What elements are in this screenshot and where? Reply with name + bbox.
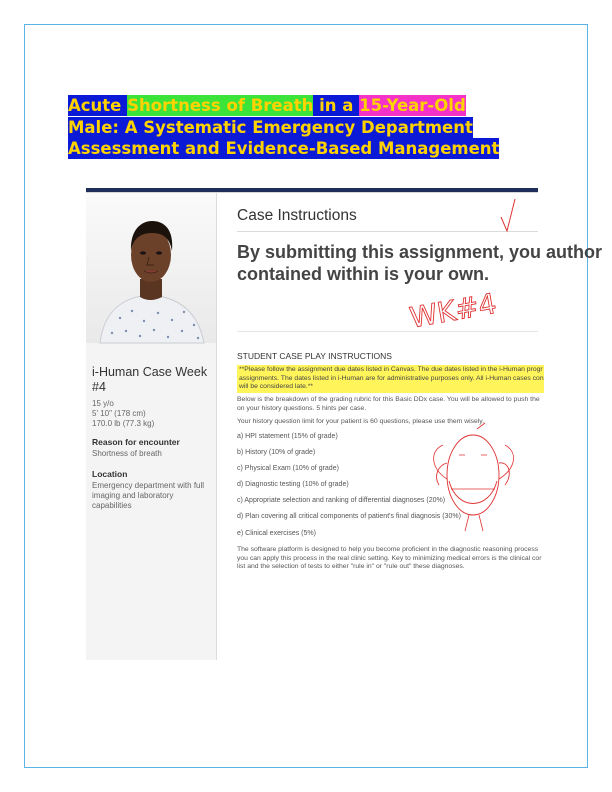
paragraph-line: list and the selection of tests to either "rule in" or "rule out" these diagnoses. xyxy=(237,563,465,570)
reason-label: Reason for encounter xyxy=(92,437,180,447)
rubric-item: c) Physical Exam (10% of grade) xyxy=(237,465,339,472)
patient-sidebar xyxy=(86,193,217,660)
instructions-subhead: STUDENT CASE PLAY INSTRUCTIONS xyxy=(237,351,392,361)
case-heading: Case Instructions xyxy=(237,207,357,224)
notice-line: **Please follow the assignment due dates listed in Canvas. The due dates listed in the i-Human progr xyxy=(239,366,543,373)
patient-age: 15 y/o xyxy=(92,399,114,408)
rubric-item: a) HPI statement (15% of grade) xyxy=(237,433,338,440)
patient-portrait-icon xyxy=(86,193,216,343)
paragraph-line: Below is the breakdown of the grading rubric for this Basic DDx case. You will be allowed to push the xyxy=(237,396,540,403)
reason-value: Shortness of breath xyxy=(92,449,162,458)
location-value: Emergency department with full imaging and laboratory capabilities xyxy=(92,481,205,510)
paragraph-line: The software platform is designed to help you become proficient in the diagnostic reasoning process xyxy=(237,546,539,553)
location-label: Location xyxy=(92,469,128,479)
title-segment-highlight: 15-Year-Old xyxy=(359,96,466,115)
rubric-item: c) Appropriate selection and ranking of differential diagnoses (20%) xyxy=(237,497,446,504)
title-segment-highlight: Shortness of Breath xyxy=(127,96,314,115)
statement-line: By submitting this assignment, you author xyxy=(237,242,603,262)
handwritten-annotations xyxy=(233,193,538,660)
notice-line: assignments. The dates listed in i-Human are for administrative purposes only. All i-Human cases con xyxy=(239,374,544,382)
case-content xyxy=(233,193,603,660)
title-segment: Male: A Systematic Emergency Department xyxy=(68,117,473,137)
statement-line: contained within is your own. xyxy=(237,264,490,284)
case-screenshot xyxy=(86,188,603,660)
document-title xyxy=(68,95,548,160)
question-limit: Your history question limit for your patient is 60 questions, please use them wisely. xyxy=(237,418,485,425)
paragraph-line: you can apply this process in the real clinic setting. Key to minimizing medical errors is the clinical cor xyxy=(237,554,542,562)
title-segment: in a xyxy=(313,96,360,115)
rubric-item: d) Plan covering all critical components of patient's final diagnosis (30%) xyxy=(237,513,461,520)
title-line-2 xyxy=(68,117,548,139)
rubric-item: e) Clinical exercises (5%) xyxy=(237,530,316,537)
patient-weight: 170.0 lb (77.3 kg) xyxy=(92,419,155,428)
patient-height: 5' 10" (178 cm) xyxy=(92,409,146,418)
title-segment: Assessment and Evidence-Based Management xyxy=(68,139,500,158)
case-name: i-Human Case Week #4 xyxy=(92,365,208,394)
title-line-3 xyxy=(68,138,548,160)
paragraph-line: on your history questions. 5 hints per case. xyxy=(237,404,367,412)
rubric-item: d) Diagnostic testing (10% of grade) xyxy=(237,481,349,488)
rubric-item: b) History (10% of grade) xyxy=(237,449,316,456)
title-segment: Acute xyxy=(68,96,128,115)
handwritten-week-mark: WK#4 xyxy=(407,286,499,335)
patient-avatar xyxy=(86,193,216,343)
notice-line: will be considered late.** xyxy=(239,383,314,390)
title-line-1 xyxy=(68,95,548,117)
